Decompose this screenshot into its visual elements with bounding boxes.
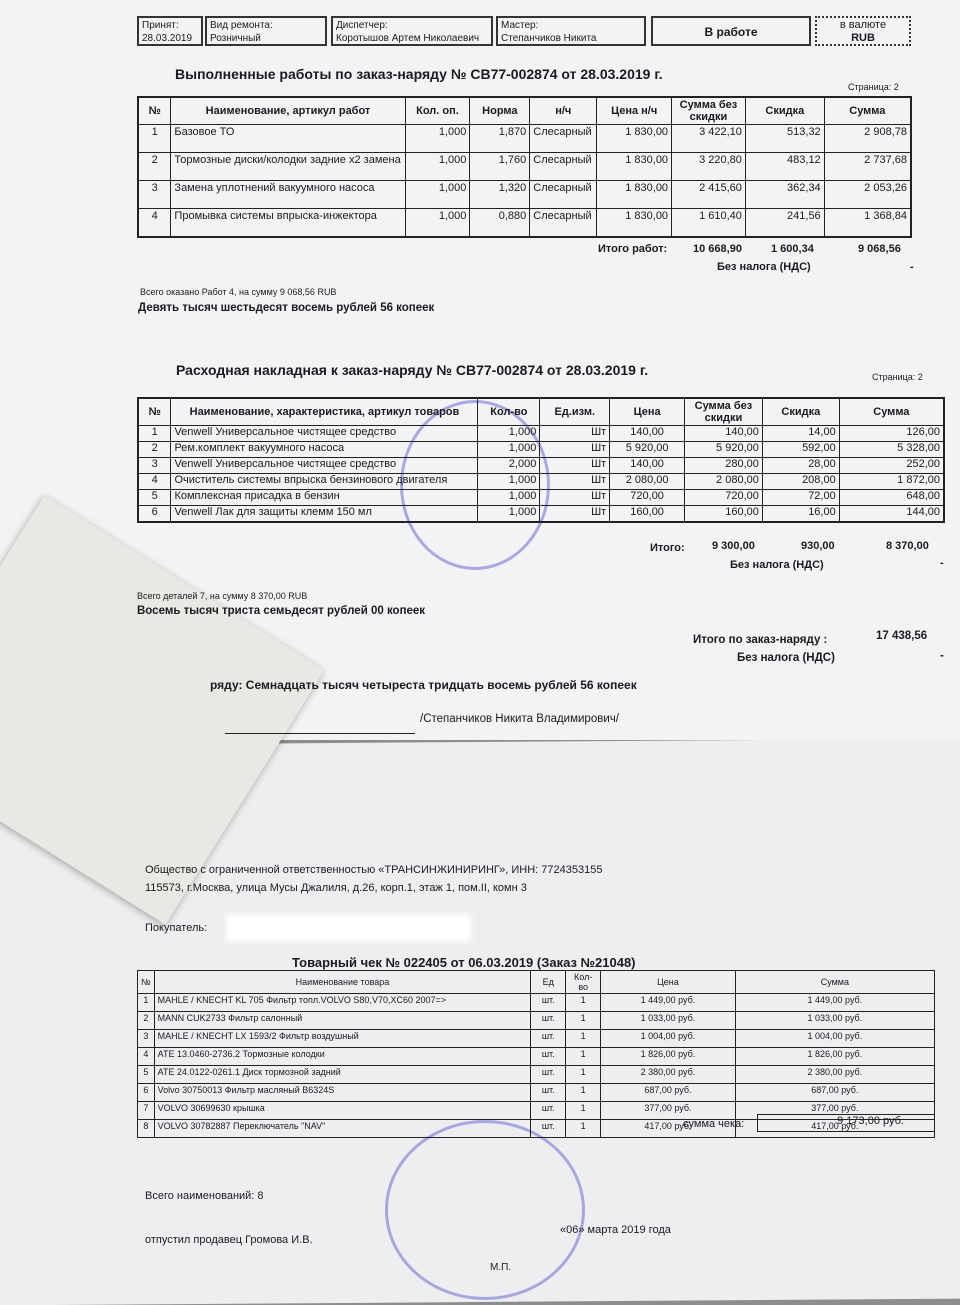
table-cell: 1 004,00 руб. (735, 1030, 934, 1048)
table-cell: Очиститель системы впрыска бензинового двигателя (171, 474, 478, 490)
table-cell: 1 (138, 125, 171, 153)
receipt-total-label: сумма чека: (683, 1118, 745, 1130)
table-cell: 3 (138, 1030, 155, 1048)
table-cell: 3 220,80 (672, 153, 746, 181)
table-cell: 2 415,60 (672, 181, 746, 209)
table-cell: 3 (138, 458, 171, 474)
table-cell: 6 (138, 506, 171, 522)
table-cell: 1,000 (478, 506, 540, 522)
table-cell: Шт (540, 426, 610, 442)
company-name: Общество с ограниченной ответственностью «ТРАНСИНЖИНИРИНГ», ИНН: 7724353155 (145, 864, 603, 876)
repair-type-box (205, 16, 327, 46)
table-cell: 417,00 руб. (601, 1120, 736, 1138)
table-cell: Слесарный (530, 153, 597, 181)
parts-page: Страница: 2 (872, 372, 923, 382)
table-cell: 1 (566, 994, 601, 1012)
table-cell: Venwell Универсальное чистящее средство (171, 426, 478, 442)
table-cell: 687,00 руб. (735, 1084, 934, 1102)
works-summary-words: Девять тысяч шестьдесят восемь рублей 56 копеек (138, 302, 435, 314)
table-cell: 160,00 (685, 506, 763, 522)
label: Мастер: (501, 20, 539, 31)
grand-total-label: Итого по заказ-наряду : (693, 634, 828, 646)
table-cell: 362,34 (745, 181, 824, 209)
table-cell: шт. (531, 1120, 566, 1138)
table-cell: 1 004,00 руб. (601, 1030, 736, 1048)
table-row (138, 125, 911, 153)
table-row (138, 1030, 935, 1048)
table-cell: Рем.комплект вакуумного насоса (171, 442, 478, 458)
table-cell: Слесарный (530, 209, 597, 237)
label: в валюте (839, 19, 887, 31)
table-cell: 1 (566, 1066, 601, 1084)
signature-name: /Степанчиков Никита Владимирович/ (420, 713, 619, 725)
table-cell: 1 033,00 руб. (601, 1012, 736, 1030)
table-cell: 2 (138, 442, 171, 458)
table-row (138, 1066, 935, 1084)
table-cell: 126,00 (839, 426, 944, 442)
label: Диспетчер: (336, 20, 388, 31)
table-cell: VOLVO 30699630 крышка (154, 1102, 531, 1120)
table-cell: ATE 24.0122-0261.1 Диск тормозной задний (154, 1066, 531, 1084)
table-header (138, 971, 935, 994)
table-cell: 483,12 (745, 153, 824, 181)
column-header: Кол-во (566, 971, 601, 994)
label: Принят: (142, 20, 179, 31)
table-cell: Шт (540, 458, 610, 474)
table-cell: 1 (138, 994, 155, 1012)
table-cell: 2 080,00 (610, 474, 685, 490)
table-cell: Шт (540, 442, 610, 458)
table-cell: 2 (138, 153, 171, 181)
column-header: № (138, 97, 171, 125)
column-header: Ед (531, 971, 566, 994)
value: Коротышов Артем Николаевич (336, 33, 480, 44)
table-cell: 5 (138, 1066, 155, 1084)
company-address: 115573, г.Москва, улица Мусы Джалиля, д.26, корп.1, этаж 1, пом.II, комн 3 (145, 882, 527, 894)
table-row (138, 1084, 935, 1102)
value: Степанчиков Никита (501, 33, 597, 44)
table-cell: 417,00 руб. (735, 1120, 934, 1138)
table-row (138, 153, 911, 181)
table-row (138, 1012, 935, 1030)
table-row (138, 458, 944, 474)
table-cell: 3 (138, 181, 171, 209)
dispatcher-box (331, 16, 493, 46)
table-row (138, 506, 944, 522)
table-cell: MAHLE / KNECHT KL 705 Фильтр топл.VOLVO S80,V70,XC60 2007=> (154, 994, 531, 1012)
table-cell: 1 826,00 руб. (735, 1048, 934, 1066)
table-cell: 5 920,00 (610, 442, 685, 458)
parts-total-sum: 8 370,00 (886, 540, 929, 552)
table-cell: Venwell Лак для защиты клемм 150 мл (171, 506, 478, 522)
column-header: Кол-во (478, 398, 540, 426)
table-cell: 140,00 (685, 426, 763, 442)
table-cell: 1 (566, 1084, 601, 1102)
table-cell: Volvo 30750013 Фильтр масляный B6324S (154, 1084, 531, 1102)
table-cell: 252,00 (839, 458, 944, 474)
table-cell: 140,00 (610, 458, 685, 474)
table-row (138, 426, 944, 442)
table-cell: 2 053,26 (824, 181, 911, 209)
buyer-redacted (226, 914, 471, 942)
grand-tax-label: Без налога (НДС) (737, 652, 835, 664)
table-cell: 208,00 (762, 474, 839, 490)
table-cell: 7 (138, 1102, 155, 1120)
works-title: Выполненные работы по заказ-наряду № СВ77-002874 от 28.03.2019 г. (175, 66, 663, 82)
table-cell: 5 920,00 (685, 442, 763, 458)
table-cell: шт. (531, 1084, 566, 1102)
value: RUB (851, 32, 875, 44)
value: Розничный (210, 33, 261, 44)
works-total-sum: 9 068,56 (858, 243, 901, 255)
table-cell: шт. (531, 1030, 566, 1048)
table-cell: 1,870 (470, 125, 530, 153)
parts-summary-words: Восемь тысяч триста семьдесят рублей 00 копеек (137, 605, 426, 617)
table-cell: 144,00 (839, 506, 944, 522)
table-cell: 1,760 (470, 153, 530, 181)
table-cell: шт. (531, 1012, 566, 1030)
table-cell: 1,320 (470, 181, 530, 209)
table-cell: 377,00 руб. (601, 1102, 736, 1120)
receipt-title: Товарный чек № 022405 от 06.03.2019 (Заказ №21048) (292, 955, 636, 970)
table-cell: 377,00 руб. (735, 1102, 934, 1120)
column-header: Сумма (839, 398, 944, 426)
table-cell: 16,00 (762, 506, 839, 522)
table-cell: 3 422,10 (672, 125, 746, 153)
column-header: Ед.изм. (540, 398, 610, 426)
table-cell: 592,00 (762, 442, 839, 458)
table-cell: 1,000 (405, 209, 470, 237)
table-cell: Шт (540, 490, 610, 506)
table-row (138, 474, 944, 490)
table-cell: 1 (566, 1012, 601, 1030)
table-cell: 2 737,68 (824, 153, 911, 181)
table-cell: 1,000 (478, 490, 540, 506)
parts-tax-value: - (940, 557, 944, 569)
table-cell: 1 449,00 руб. (601, 994, 736, 1012)
value: 28.03.2019 (142, 33, 193, 44)
table-header (138, 97, 911, 125)
parts-table (137, 397, 945, 523)
table-cell: 1 830,00 (597, 181, 672, 209)
accepted-box (137, 16, 203, 46)
receipt-table (137, 970, 935, 1138)
column-header: н/ч (530, 97, 597, 125)
receipt-date: «06» марта 2019 года (560, 1224, 671, 1236)
label: Вид ремонта: (210, 20, 273, 31)
works-tax-label: Без налога (НДС) (717, 261, 811, 273)
column-header: Сумма (735, 971, 934, 994)
table-cell: 1,000 (478, 442, 540, 458)
table-cell: 1,000 (405, 153, 470, 181)
table-cell: 2 (138, 1012, 155, 1030)
table-cell: MAHLE / KNECHT LX 1593/2 Фильтр воздушный (154, 1030, 531, 1048)
table-cell: 1 872,00 (839, 474, 944, 490)
table-cell: 14,00 (762, 426, 839, 442)
works-total-label: Итого работ: (598, 243, 668, 255)
table-cell: Базовое ТО (171, 125, 405, 153)
works-table (137, 96, 912, 238)
table-cell: 0,880 (470, 209, 530, 237)
table-cell: 2,000 (478, 458, 540, 474)
table-cell: 2 380,00 руб. (601, 1066, 736, 1084)
column-header: Сумма без скидки (672, 97, 746, 125)
table-cell: 5 (138, 490, 171, 506)
table-row (138, 994, 935, 1012)
parts-total-discount: 930,00 (801, 540, 835, 552)
stamp-place: М.П. (490, 1262, 512, 1273)
table-header (138, 398, 944, 426)
table-cell: 6 (138, 1084, 155, 1102)
table-cell: MANN CUK2733 Фильтр салонный (154, 1012, 531, 1030)
table-cell: 1,000 (405, 125, 470, 153)
column-header: Норма (470, 97, 530, 125)
table-cell: 1 830,00 (597, 125, 672, 153)
table-cell: 1 (566, 1102, 601, 1120)
table-cell: 140,00 (610, 426, 685, 442)
table-cell: 241,56 (745, 209, 824, 237)
stamp-icon (385, 1120, 585, 1300)
column-header: Сумма без скидки (685, 398, 763, 426)
item-count: Всего наименований: 8 (145, 1190, 264, 1202)
table-cell: ATE 13.0460-2736.2 Тормозные колодки (154, 1048, 531, 1066)
table-cell: 4 (138, 474, 171, 490)
table-cell: шт. (531, 994, 566, 1012)
table-row (138, 181, 911, 209)
column-header: Кол. оп. (405, 97, 470, 125)
table-cell: шт. (531, 1066, 566, 1084)
table-cell: шт. (531, 1048, 566, 1066)
table-cell: VOLVO 30782887 Переключатель "NAV" (154, 1120, 531, 1138)
table-cell: 5 328,00 (839, 442, 944, 458)
table-cell: 720,00 (610, 490, 685, 506)
table-cell: 648,00 (839, 490, 944, 506)
table-cell: 72,00 (762, 490, 839, 506)
parts-title: Расходная накладная к заказ-наряду № СВ77-002874 от 28.03.2019 г. (176, 362, 649, 378)
table-cell: 1 368,84 (824, 209, 911, 237)
table-cell: 1 449,00 руб. (735, 994, 934, 1012)
column-header: Сумма (824, 97, 911, 125)
table-cell: 8 (138, 1120, 155, 1138)
table-cell: 160,00 (610, 506, 685, 522)
grand-tax-value: - (940, 650, 944, 662)
table-row (138, 1048, 935, 1066)
column-header: Цена н/ч (597, 97, 672, 125)
grand-total-value: 17 438,56 (876, 630, 928, 642)
column-header: Скидка (762, 398, 839, 426)
column-header: № (138, 971, 155, 994)
works-tax-value: - (910, 261, 914, 273)
table-row (138, 209, 911, 237)
column-header: Цена (610, 398, 685, 426)
table-cell: Слесарный (530, 181, 597, 209)
table-cell: 1 (566, 1030, 601, 1048)
column-header: Наименование товара (154, 971, 531, 994)
table-row (138, 490, 944, 506)
column-header: Скидка (745, 97, 824, 125)
table-cell: 1 830,00 (597, 153, 672, 181)
table-cell: 1 830,00 (597, 209, 672, 237)
column-header: № (138, 398, 171, 426)
master-box (496, 16, 646, 46)
table-cell: 1 (566, 1120, 601, 1138)
table-cell: Шт (540, 474, 610, 490)
table-cell: 720,00 (685, 490, 763, 506)
table-cell: 1 610,40 (672, 209, 746, 237)
table-cell: Venwell Универсальное чистящее средство (171, 458, 478, 474)
signature-line (225, 733, 415, 734)
table-cell: 2 908,78 (824, 125, 911, 153)
table-cell: Шт (540, 506, 610, 522)
parts-total-label: Итого: (650, 542, 685, 554)
table-cell: 1 033,00 руб. (735, 1012, 934, 1030)
table-cell: Тормозные диски/колодки задние x2 замена (171, 153, 405, 181)
column-header: Наименование, артикул работ (171, 97, 405, 125)
table-cell: 1,000 (405, 181, 470, 209)
works-total-discount: 1 600,34 (771, 243, 814, 255)
table-cell: 4 (138, 1048, 155, 1066)
parts-summary: Всего деталей 7, на сумму 8 370,00 RUB (137, 591, 308, 601)
table-cell: Промывка системы впрыска-инжектора (171, 209, 405, 237)
table-cell: 4 (138, 209, 171, 237)
buyer-label: Покупатель: (145, 922, 208, 934)
seller: отпустил продавец Громова И.В. (145, 1234, 313, 1246)
receipt-total-value: 9 173,00 руб. (757, 1114, 935, 1132)
works-page: Страница: 2 (848, 82, 899, 92)
table-cell: 1,000 (478, 474, 540, 490)
table-cell: 1 (138, 426, 171, 442)
column-header: Наименование, характеристика, артикул товаров (171, 398, 478, 426)
table-cell: 1 826,00 руб. (601, 1048, 736, 1066)
works-summary: Всего оказано Работ 4, на сумму 9 068,56 RUB (140, 287, 337, 297)
table-cell: 2 380,00 руб. (735, 1066, 934, 1084)
table-cell: 28,00 (762, 458, 839, 474)
table-cell: 513,32 (745, 125, 824, 153)
table-cell: Слесарный (530, 125, 597, 153)
parts-total-gross: 9 300,00 (712, 540, 755, 552)
table-cell: 2 080,00 (685, 474, 763, 490)
table-cell: Комплексная присадка в бензин (171, 490, 478, 506)
table-cell: 280,00 (685, 458, 763, 474)
table-cell: Замена уплотнений вакуумного насоса (171, 181, 405, 209)
table-cell: 1 (566, 1048, 601, 1066)
table-cell: 687,00 руб. (601, 1084, 736, 1102)
parts-tax-label: Без налога (НДС) (730, 559, 824, 571)
currency-box (815, 16, 911, 46)
table-cell: 1,000 (478, 426, 540, 442)
works-total-gross: 10 668,90 (693, 243, 742, 255)
table-row (138, 442, 944, 458)
status-box: В работе (651, 16, 811, 46)
table-cell: шт. (531, 1102, 566, 1120)
column-header: Цена (601, 971, 736, 994)
grand-total-words: ряду: Семнадцать тысяч четыреста тридцать восемь рублей 56 копеек (210, 678, 637, 692)
